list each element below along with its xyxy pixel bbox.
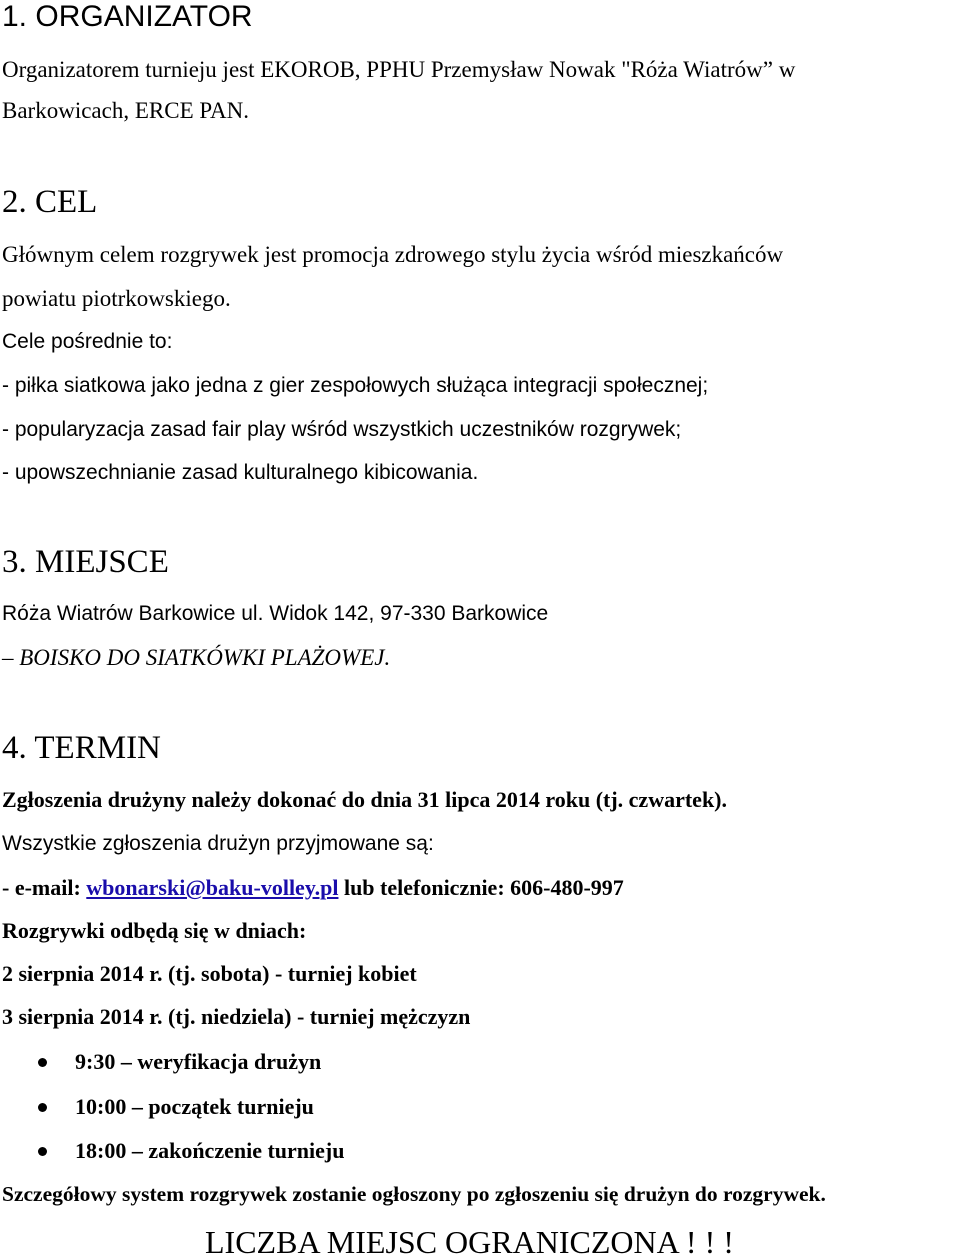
bullet-icon	[38, 1147, 47, 1156]
section-heading-termin: 4. TERMIN	[2, 730, 161, 766]
rules-notice: Szczegółowy system rozgrywek zostanie ogłoszony po zgłoszeniu się drużyn do rozgrywek.	[2, 1182, 826, 1206]
section-heading-cel: 2. CEL	[2, 184, 98, 220]
date-women: 2 sierpnia 2014 r. (tj. sobota) - turniej kobiet	[2, 961, 417, 986]
registration-deadline: Zgłoszenia drużyny należy dokonać do dnia 31 lipca 2014 roku (tj. czwartek).	[2, 787, 728, 812]
goal-subheading: Cele pośrednie to:	[2, 330, 173, 353]
goal-text-line2: powiatu piotrkowskiego.	[2, 286, 231, 311]
date-men: 3 sierpnia 2014 r. (tj. niedziela) - turniej mężczyzn	[2, 1004, 471, 1029]
contact-line	[2, 877, 624, 899]
bullet-icon	[38, 1058, 47, 1067]
goal-text-line1: Głównym celem rozgrywek jest promocja zdrowego stylu życia wśród mieszkańców	[2, 242, 784, 267]
goal-item-1: - piłka siatkowa jako jedna z gier zespołowych służąca integracji społecznej;	[2, 374, 709, 397]
email-link[interactable]: wbonarski@baku-volley.pl	[86, 875, 339, 900]
schedule-item: 10:00 – początek turnieju	[75, 1094, 314, 1119]
email-prefix: - e-mail:	[2, 875, 87, 900]
goal-item-2: - popularyzacja zasad fair play wśród wszystkich uczestników rozgrywek;	[2, 418, 682, 441]
section-heading-organizator: 1. ORGANIZATOR	[2, 0, 253, 33]
limited-places-banner: LICZBA MIEJSC OGRANICZONA ! ! !	[205, 1224, 734, 1260]
phone-text: lub telefonicznie: 606-480-997	[338, 875, 624, 900]
schedule-item: 18:00 – zakończenie turnieju	[75, 1138, 345, 1163]
bullet-icon	[38, 1103, 47, 1112]
schedule-item: 9:30 – weryfikacja drużyn	[75, 1049, 322, 1074]
section-heading-miejsce: 3. MIEJSCE	[2, 544, 169, 580]
organizer-text-line1: Organizatorem turnieju jest EKOROB, PPHU Przemysław Nowak "Róża Wiatrów” w	[2, 57, 796, 82]
registration-info: Wszystkie zgłoszenia drużyn przyjmowane są:	[2, 832, 434, 855]
location-description: – BOISKO DO SIATKÓWKI PLAŻOWEJ.	[2, 645, 391, 670]
dates-heading: Rozgrywki odbędą się w dniach:	[2, 918, 307, 943]
location-address: Róża Wiatrów Barkowice ul. Widok 142, 97-330 Barkowice	[2, 602, 549, 625]
goal-item-3: - upowszechnianie zasad kulturalnego kibicowania.	[2, 461, 479, 484]
organizer-text-line2: Barkowicach, ERCE PAN.	[2, 98, 250, 123]
